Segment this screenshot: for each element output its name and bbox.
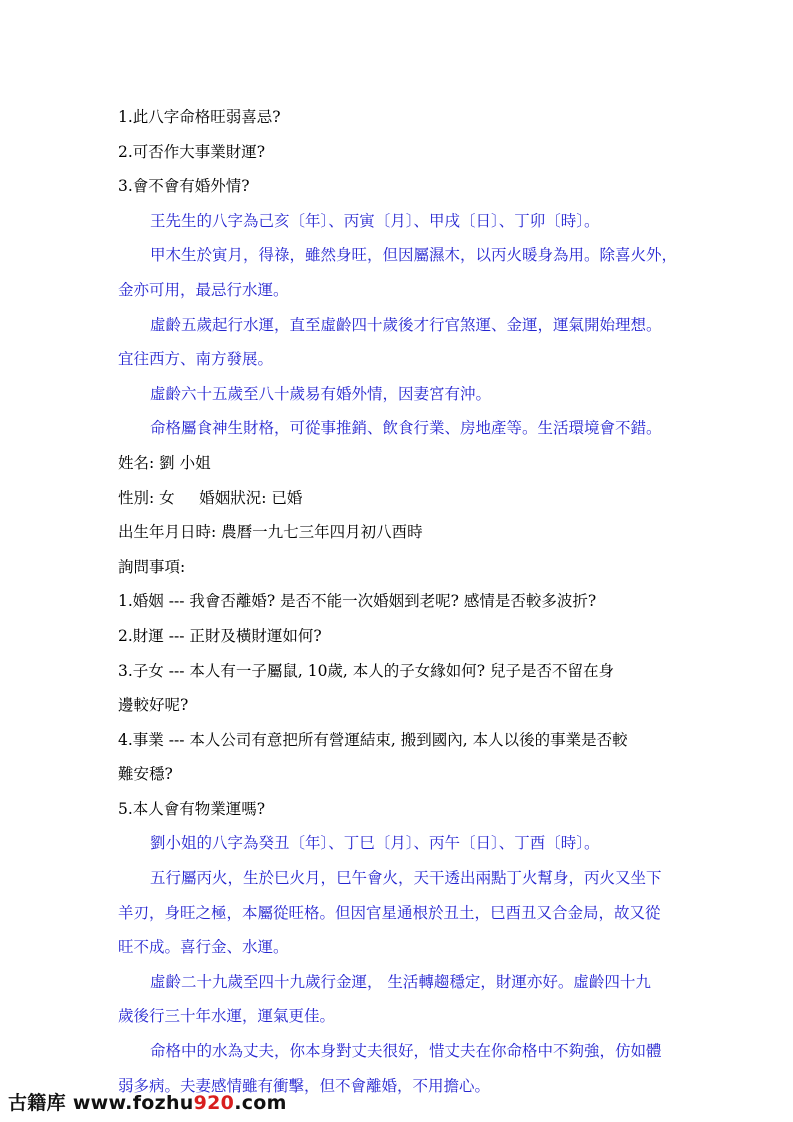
paragraph-line: 命格中的水為丈夫，你本身對丈夫很好，惜丈夫在你命格中不夠強，仿如體 (150, 1042, 662, 1061)
question-item (118, 619, 678, 654)
url-number: 920 (193, 1092, 235, 1114)
answer-paragraph (118, 308, 678, 377)
url-prefix: www.fozhu (72, 1092, 194, 1114)
paragraph-line: 五行屬丙火，生於巳火月，巳午會火，天干透出兩點丁火幫身，丙火又坐下 (150, 869, 662, 888)
question-line: 4.事業 --- 本人公司有意把所有營運結束, 搬到國內, 本人以後的事業是否較 (118, 730, 628, 749)
answer-paragraph (118, 411, 678, 446)
answer-paragraph (118, 826, 678, 861)
question-item (118, 792, 678, 827)
client-gender-marital: 性別: 女 婚姻狀況: 已婚 (118, 488, 303, 507)
paragraph-line: 羊刃，身旺之極，本屬從旺格。但因官星通根於丑土，巳酉丑又合金局，故又從 (118, 903, 661, 922)
url-suffix: .com (234, 1092, 287, 1114)
paragraph-line: 宜往西方、南方發展。 (118, 350, 274, 369)
answer-paragraph (118, 238, 678, 307)
paragraph-line: 金亦可用，最忌行水運。 (118, 280, 289, 299)
paragraph-line: 虛齡二十九歲至四十九歲行金運， 生活轉趨穩定，財運亦好。虛齡四十九 (150, 972, 651, 991)
paragraph-line: 虛齡五歲起行水運，直至虛齡四十歲後才行官煞運、金運，運氣開始理想。 (150, 315, 662, 334)
answer-paragraph (118, 861, 678, 965)
answer-liu-section (118, 826, 678, 1103)
answer-paragraph (118, 377, 678, 412)
paragraph-line: 旺不成。喜行金、水運。 (118, 938, 289, 957)
inquiry-heading: 詢問事項: (118, 557, 186, 576)
question-item: 1.此八字命格旺弱喜忌? (118, 108, 281, 126)
site-url (73, 1092, 287, 1114)
client-name: 姓名: 劉 小姐 (118, 453, 211, 472)
site-watermark (8, 1088, 287, 1115)
question-item (118, 723, 678, 792)
question-item (118, 584, 678, 619)
question-line: 邊較好呢? (118, 696, 189, 715)
paragraph-line: 命格屬食神生財格，可從事推銷、飲食行業、房地產等。生活環境會不錯。 (150, 419, 662, 438)
paragraph-line: 歲後行三十年水運，運氣更佳。 (118, 1007, 336, 1026)
paragraph-line: 劉小姐的八字為癸丑〔年〕、丁巳〔月〕、丙午〔日〕、丁酉〔時〕。 (150, 834, 600, 853)
answer-paragraph (118, 965, 678, 1034)
paragraph-line: 王先生的八字為己亥〔年〕、丙寅〔月〕、甲戌〔日〕、丁卯〔時〕。 (150, 211, 600, 230)
answer-paragraph (118, 204, 678, 239)
site-name: 古籍库 (8, 1092, 66, 1114)
paragraph-line: 甲木生於寅月，得祿，雖然身旺，但因屬濕木，以丙火暖身為用。除喜火外， (150, 246, 678, 265)
paragraph-line: 虛齡六十五歲至八十歲易有婚外情，因妻宮有沖。 (150, 384, 492, 403)
question-line: 2.財運 --- 正財及橫財運如何? (118, 626, 322, 645)
question-line: 3.子女 --- 本人有一子屬鼠, 10歲, 本人的子女緣如何? 兒子是否不留在身 (118, 661, 615, 680)
question-item (118, 654, 678, 723)
paragraph-line: 弱多病。夫妻感情雖有衝擊，但不會離婚，不用擔心。 (118, 1076, 491, 1095)
question-item: 3.會不會有婚外情? (118, 177, 250, 196)
answer-wang-section (118, 204, 678, 446)
question-line: 1.婚姻 --- 我會否離婚? 是否不能一次婚姻到老呢? 感情是否較多波折? (118, 592, 597, 611)
liu-question-list (118, 584, 678, 826)
question-item: 2.可否作大事業財運? (118, 142, 266, 161)
client-birth: 出生年月日時: 農曆一九七三年四月初八酉時 (118, 523, 423, 542)
top-question-list (118, 100, 678, 204)
document-body (118, 100, 678, 1103)
question-line: 5.本人會有物業運嗎? (118, 799, 266, 818)
question-line: 難安穩? (118, 765, 173, 784)
client-info (118, 446, 678, 584)
